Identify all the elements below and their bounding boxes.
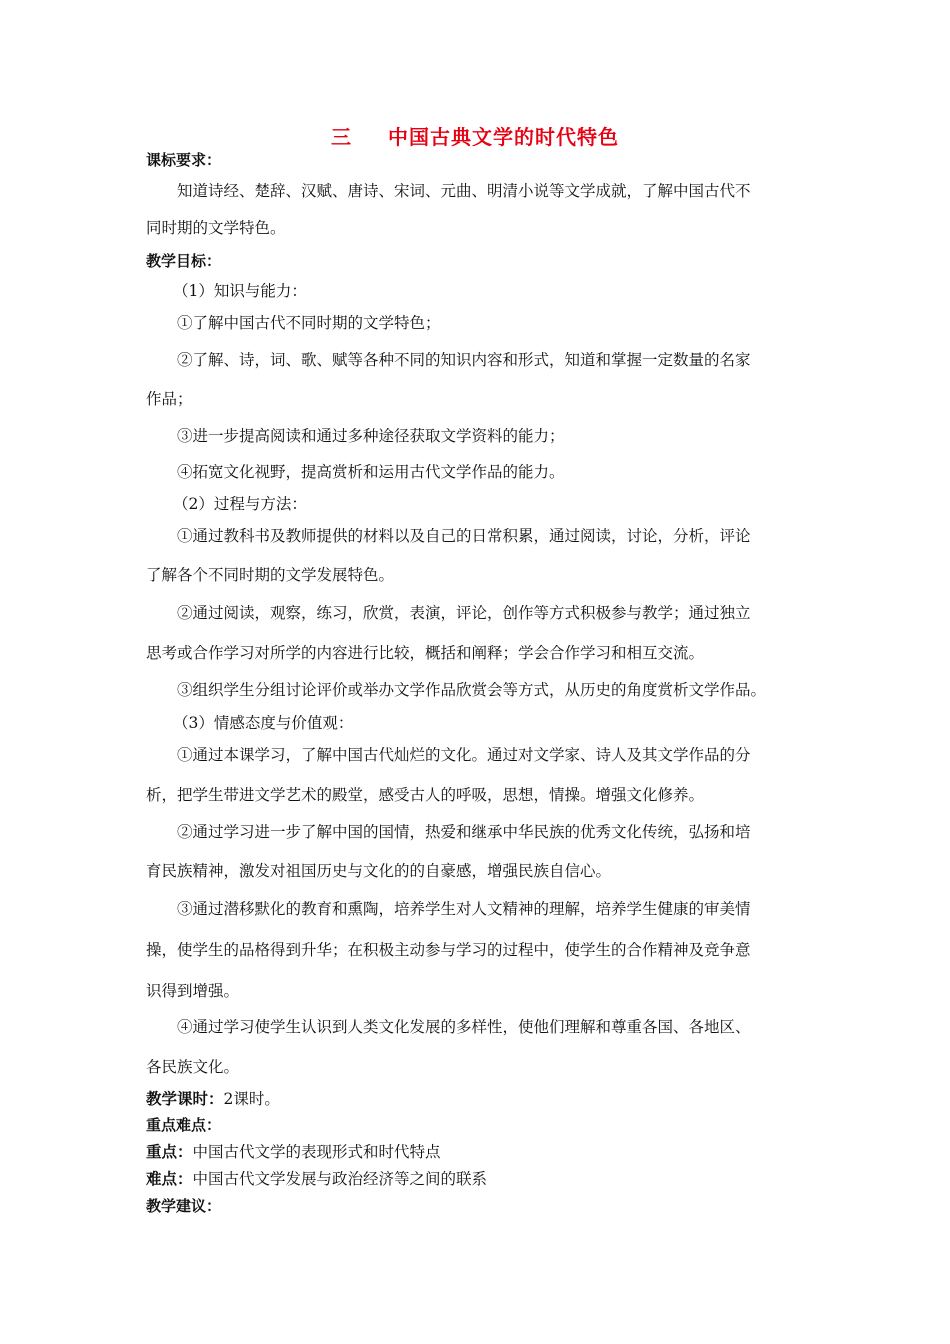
suggestions-heading: 教学建议： [146, 1197, 222, 1215]
difficulty-value: 中国古代文学发展与政治经济等之间的联系 [192, 1170, 488, 1188]
goal-1-item-3: ③进一步提高阅读和通过多种途径获取文学资料的能力； [177, 427, 565, 445]
goal-3-item-3-line-3: 识得到增强。 [146, 982, 240, 1000]
goal-2-item-2-line-2: 思考或合作学习对所学的内容进行比较，概括和阐释；学会合作学习和相互交流。 [146, 644, 705, 662]
goal-2-heading: （2）过程与方法： [173, 495, 307, 513]
goal-2-item-2-line-1: ②通过阅读，观察，练习，欣赏，表演，评论，创作等方式积极参与教学；通过独立 [177, 604, 751, 622]
curriculum-text-line-1: 知道诗经、楚辞、汉赋、唐诗、宋词、元曲、明清小说等文学成就，了解中国古代不 [177, 182, 751, 200]
teaching-hours [146, 1089, 816, 1109]
difficulty-row [146, 1169, 816, 1189]
goal-3-heading: （3）情感态度与价值观： [173, 714, 354, 732]
keypoint-value: 中国古代文学的表现形式和时代特点 [192, 1143, 441, 1161]
goal-3-item-4-line-2: 各民族文化。 [146, 1058, 240, 1076]
keypoint-label: 重点： [146, 1143, 193, 1161]
keypoints-heading: 重点难点： [146, 1116, 222, 1134]
goal-3-item-3-line-2: 操，使学生的品格得到升华；在积极主动参与学习的过程中，使学生的合作精神及竞争意 [146, 941, 751, 959]
goal-2-item-1-line-2: 了解各个不同时期的文学发展特色。 [146, 566, 395, 584]
difficulty-label: 难点： [146, 1170, 193, 1188]
goal-2-item-3: ③组织学生分组讨论评价或举办文学作品欣赏会等方式，从历史的角度赏析文学作品。 [177, 681, 767, 699]
goal-3-item-2-line-2: 育民族精神，激发对祖国历史与文化的的自豪感，增强民族自信心。 [146, 862, 612, 880]
page-title [0, 121, 950, 150]
section-goals-heading: 教学目标： [146, 252, 222, 270]
goal-1-item-1: ①了解中国古代不同时期的文学特色； [177, 314, 441, 332]
goal-3-item-4-line-1: ④通过学习使学生认识到人类文化发展的多样性，使他们理解和尊重各国、各地区、 [177, 1018, 751, 1036]
curriculum-text-line-2: 同时期的文学特色。 [146, 219, 286, 237]
title-text: 中国古典文学的时代特色 [388, 125, 619, 149]
section-curriculum-heading: 课标要求： [146, 151, 222, 169]
goal-1-item-4: ④拓宽文化视野，提高赏析和运用古代文学作品的能力。 [177, 463, 565, 481]
goal-3-item-2-line-1: ②通过学习进一步了解中国的国情，热爱和继承中华民族的优秀文化传统，弘扬和培 [177, 823, 751, 841]
teaching-hours-label: 教学课时： [146, 1090, 224, 1108]
goal-3-item-3-line-1: ③通过潜移默化的教育和熏陶，培养学生对人文精神的理解，培养学生健康的审美情 [177, 900, 751, 918]
keypoint-row [146, 1142, 816, 1162]
goal-1-heading: （1）知识与能力： [173, 282, 307, 300]
goal-3-item-1-line-1: ①通过本课学习，了解中国古代灿烂的文化。通过对文学家、诗人及其文学作品的分 [177, 746, 751, 764]
goal-3-item-1-line-2: 析，把学生带进文学艺术的殿堂，感受古人的呼吸，思想，情操。增强文化修养。 [146, 786, 705, 804]
goal-2-item-1-line-1: ①通过教科书及教师提供的材料以及自己的日常积累，通过阅读，讨论，分析，评论 [177, 527, 751, 545]
teaching-hours-value: 2课时。 [223, 1090, 280, 1108]
goal-1-item-2-line-1: ②了解、诗，词、歌、赋等各种不同的知识内容和形式，知道和掌握一定数量的名家 [177, 351, 751, 369]
title-number: 三 [331, 125, 352, 149]
goal-1-item-2-line-2: 作品； [146, 390, 193, 408]
